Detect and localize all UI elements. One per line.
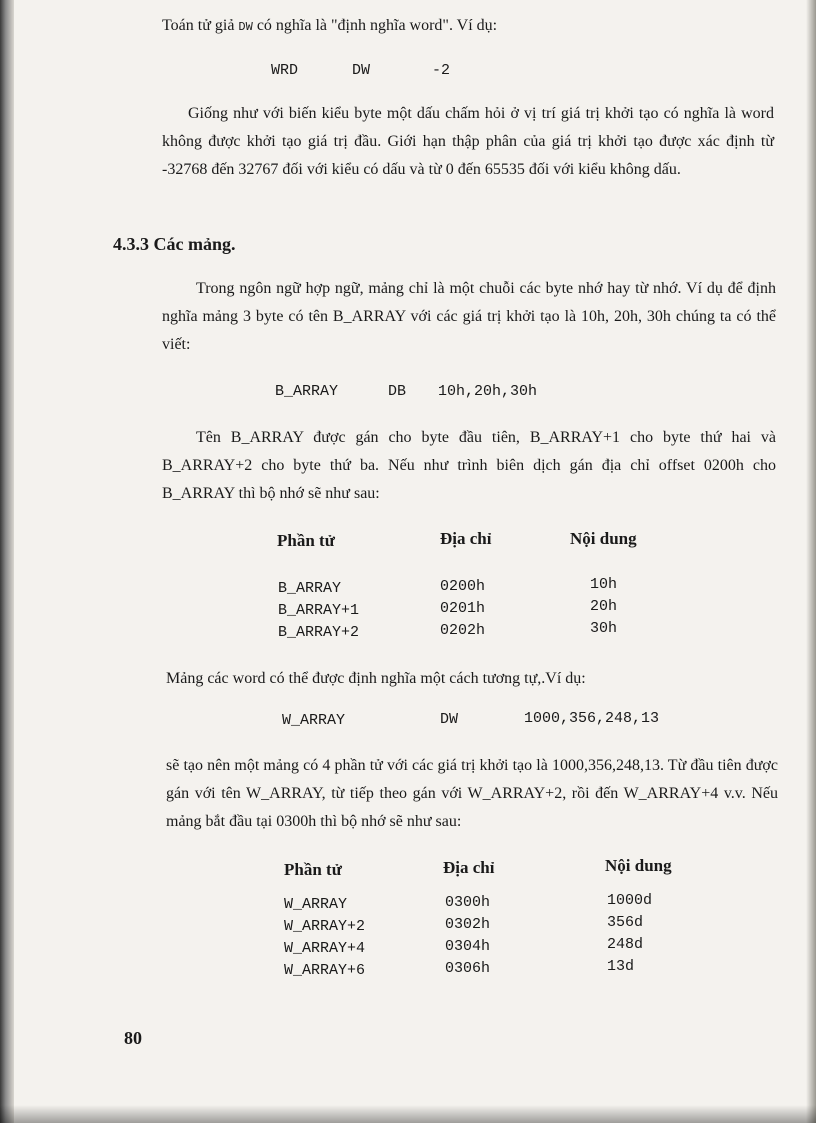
table-row-cell: 13d [607, 958, 635, 975]
page-bottom-shadow [0, 1105, 816, 1123]
table-row-cell: W_ARRAY+2 [284, 918, 366, 935]
barray-memory-paragraph: Tên B_ARRAY được gán cho byte đầu tiên, B_ARRAY+1 cho byte thứ hai và B_ARRAY+2 cho byte thứ ba. Nếu như trình biên dịch gán địa chỉ offset 0200h cho B_ARRAY thì bộ nhớ sẽ như sau: [162, 429, 776, 502]
book-spine-shadow [0, 0, 14, 1123]
table-row-cell: 0202h [440, 622, 486, 639]
table-row-cell: 10h [590, 576, 618, 593]
table2-header-address: Địa chỉ [443, 858, 495, 877]
code-wrd-name: WRD [271, 62, 299, 79]
code-warray-directive: DW [440, 711, 459, 728]
section-number: 4.3.3 [113, 234, 149, 254]
table-row-cell: 0200h [440, 578, 486, 595]
page-number: 80 [124, 1028, 142, 1048]
table-row-cell: 248d [607, 936, 644, 953]
intro-text-rest: có nghĩa là "định nghĩa word". Ví dụ: [256, 17, 498, 34]
code-warray-value: 1000,356,248,13 [524, 710, 660, 727]
code-barray-value: 10h,20h,30h [438, 383, 538, 400]
intro-text: Toán tử giả [162, 17, 235, 34]
arrays-paragraph: Trong ngôn ngữ hợp ngữ, mảng chỉ là một chuỗi các byte nhớ hay từ nhớ. Ví dụ để định nghĩa mảng 3 byte có tên B_ARRAY với các giá trị khởi tạo là 10h, 20h, 30h chúng ta có thể viết: [162, 280, 776, 353]
table1-header-element: Phần tử [277, 531, 335, 550]
table2-header-element: Phần tử [284, 860, 342, 879]
table-row-cell: B_ARRAY+2 [278, 624, 360, 641]
warray-memory-paragraph: sẽ tạo nên một mảng có 4 phần tử với các giá trị khởi tạo là 1000,356,248,13. Từ đầu tiên được gán với tên W_ARRAY, từ tiếp theo gán với W_ARRAY+2, rồi đến W_ARRAY+4 v.v. Nếu mảng bắt đầu tại 0300h thì bộ nhớ sẽ như sau: [166, 757, 778, 830]
intro-paragraph [162, 12, 792, 41]
table-row-cell: 0201h [440, 600, 486, 617]
table1-header-content: Nội dung [570, 529, 637, 548]
section-heading [113, 234, 236, 255]
table1-header-address: Địa chỉ [440, 529, 492, 548]
word-array-intro: Mảng các word có thể được định nghĩa một cách tương tự,.Ví dụ: [166, 670, 586, 687]
code-warray-name: W_ARRAY [282, 712, 346, 729]
code-wrd-directive: DW [352, 62, 371, 79]
table-row-cell: B_ARRAY+1 [278, 602, 360, 619]
section-title: Các mảng. [153, 234, 236, 254]
table-row-cell: 0306h [445, 960, 491, 977]
table-row-cell: 30h [590, 620, 618, 637]
dw-keyword: DW [238, 20, 253, 34]
table2-header-content: Nội dung [605, 856, 672, 875]
page-edge-shadow [806, 0, 816, 1123]
table-row-cell: W_ARRAY+4 [284, 940, 366, 957]
table-row-cell: 1000d [607, 892, 653, 909]
code-barray-name: B_ARRAY [275, 383, 339, 400]
table-row-cell: 0300h [445, 894, 491, 911]
table-row-cell: 0302h [445, 916, 491, 933]
code-barray-directive: DB [388, 383, 407, 400]
table-row-cell: W_ARRAY [284, 896, 348, 913]
table-row-cell: W_ARRAY+6 [284, 962, 366, 979]
table-row-cell: B_ARRAY [278, 580, 342, 597]
table-row-cell: 356d [607, 914, 644, 931]
table-row-cell: 20h [590, 598, 618, 615]
table-row-cell: 0304h [445, 938, 491, 955]
word-init-paragraph: Giống như với biến kiểu byte một dấu chấm hỏi ở vị trí giá trị khởi tạo có nghĩa là word không được khởi tạo giá trị đầu. Giới hạn thập phân của giá trị khởi tạo được xác định từ -32768 đến 32767 đối với kiểu có dấu và từ 0 đến 65535 đối với kiểu không dấu. [162, 105, 774, 178]
code-wrd-value: -2 [432, 62, 451, 79]
